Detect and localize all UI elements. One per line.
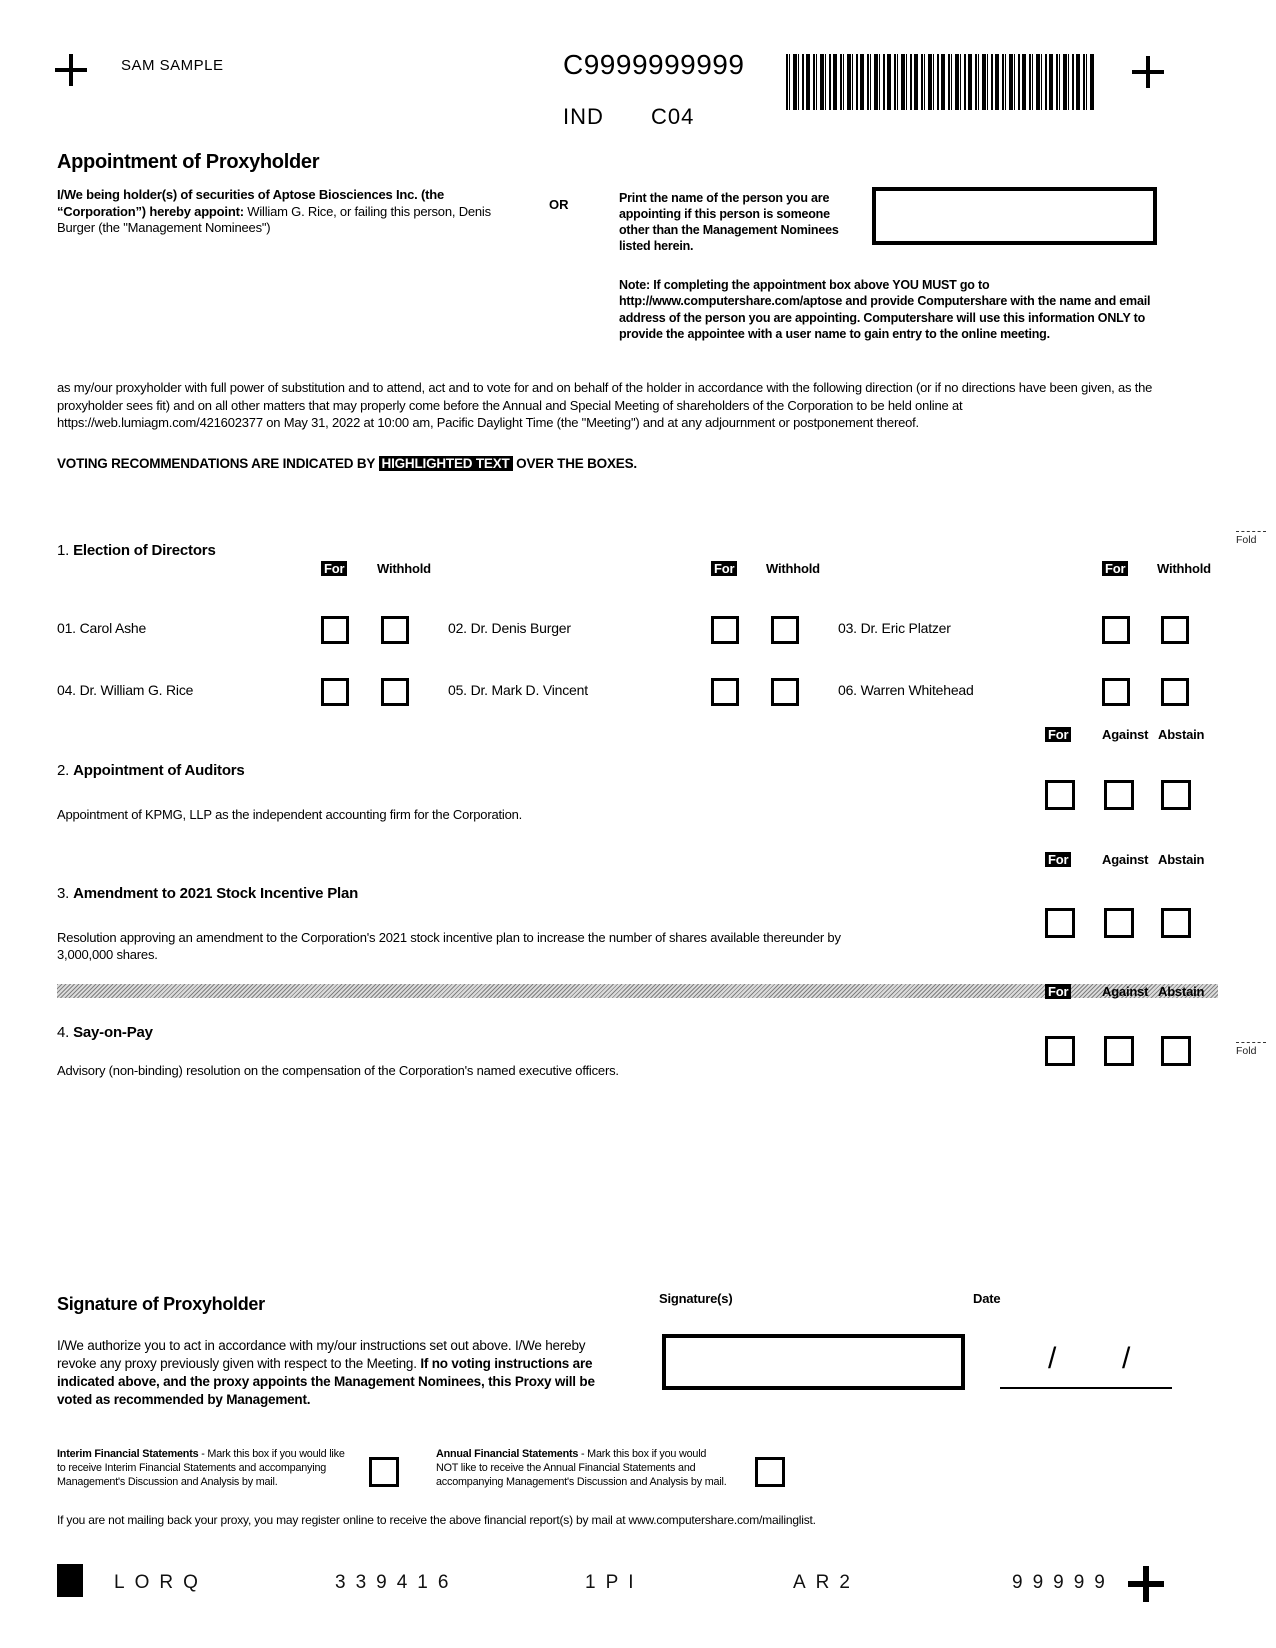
director-04-label: 04. Dr. William G. Rice xyxy=(57,682,194,698)
abstain-header-incentive: Abstain xyxy=(1158,852,1205,867)
online-registration-note: If you are not mailing back your proxy, you may register online to receive the above financial report(s) by mail at www.computershare.com/mailinglist. xyxy=(57,1513,816,1527)
signature-authorization-text xyxy=(57,1337,615,1409)
holder-name: SAM SAMPLE xyxy=(121,57,224,74)
withhold-header-col1: Withhold xyxy=(377,561,431,576)
checkbox-say-on-pay-for[interactable] xyxy=(1045,1036,1075,1066)
director-01-label: 01. Carol Ashe xyxy=(57,620,147,636)
for-header-col1: For xyxy=(321,561,347,576)
interim-statements-bold: Interim Financial Statements xyxy=(57,1448,199,1460)
section-2-description: Appointment of KPMG, LLP as the independent accounting firm for the Corporation. xyxy=(57,807,523,822)
section-3-number: 3. xyxy=(57,885,70,902)
date-slash-2: / xyxy=(1122,1342,1131,1375)
section-1-number: 1. xyxy=(57,542,70,559)
section-3-description: Resolution approving an amendment to the Corporation's 2021 stock incentive plan to increase the number of shares available thereunder by 3,000,000 shares. xyxy=(57,930,841,962)
section-3-title: Amendment to 2021 Stock Incentive Plan xyxy=(73,885,359,902)
signatures-label: Signature(s) xyxy=(659,1291,733,1306)
for-header-col2: For xyxy=(711,561,737,576)
checkbox-director-04-for[interactable] xyxy=(321,678,349,706)
annual-statements-bold: Annual Financial Statements xyxy=(436,1448,579,1460)
date-label: Date xyxy=(973,1291,1001,1306)
crop-mark-bottom-right xyxy=(1128,1566,1164,1602)
interim-statements-text xyxy=(57,1448,350,1489)
section-4-description: Advisory (non-binding) resolution on the compensation of the Corporation's named executive officers. xyxy=(57,1063,619,1078)
section-2-number: 2. xyxy=(57,762,70,779)
date-field[interactable] xyxy=(1000,1334,1172,1389)
appointee-name-box[interactable] xyxy=(872,187,1157,245)
checkbox-director-03-withhold[interactable] xyxy=(1161,616,1189,644)
footer-code-sequence: 339416 xyxy=(335,1572,459,1593)
withhold-header-col2: Withhold xyxy=(766,561,820,576)
section-1-heading xyxy=(57,542,216,559)
intro-nominee-names: William G. Rice, or failing this person, Denis Burger (the "Management Nominees") xyxy=(57,203,491,235)
recommendation-suffix: OVER THE BOXES. xyxy=(516,456,637,471)
checkbox-director-03-for[interactable] xyxy=(1102,616,1130,644)
control-number: C9999999999 xyxy=(563,49,745,80)
section-3-heading xyxy=(57,885,358,902)
checkbox-say-on-pay-abstain[interactable] xyxy=(1161,1036,1191,1066)
checkbox-incentive-abstain[interactable] xyxy=(1161,908,1191,938)
checkbox-incentive-against[interactable] xyxy=(1104,908,1134,938)
footer-code-1pi: 1PI xyxy=(585,1572,644,1593)
checkbox-annual-statements[interactable] xyxy=(755,1457,785,1487)
against-header-say-on-pay: Against xyxy=(1102,984,1149,999)
withhold-header-col3: Withhold xyxy=(1157,561,1211,576)
page-title: Appointment of Proxyholder xyxy=(57,151,320,173)
checkbox-director-06-withhold[interactable] xyxy=(1161,678,1189,706)
annual-statements-rest: - Mark this box if you would NOT like to receive the Annual Financial Statements and accompanying Management's Discussion and Analysis by mail. xyxy=(436,1448,727,1488)
footer-code-99999: 99999 xyxy=(1012,1572,1115,1593)
signature-section-title: Signature of Proxyholder xyxy=(57,1294,265,1314)
intro-bold-text: I/We being holder(s) of securities of Aptose Biosciences Inc. (the “Corporation”) hereby appoint: xyxy=(57,187,444,219)
section-4-number: 4. xyxy=(57,1024,70,1041)
checkbox-director-06-for[interactable] xyxy=(1102,678,1130,706)
footer-code-lorq: LORQ xyxy=(114,1572,208,1593)
date-slash-1: / xyxy=(1048,1342,1057,1375)
section-2-title: Appointment of Auditors xyxy=(73,762,245,779)
checkbox-director-01-withhold[interactable] xyxy=(381,616,409,644)
barcode xyxy=(786,54,1094,110)
checkbox-auditors-abstain[interactable] xyxy=(1161,780,1191,810)
for-header-auditors: For xyxy=(1045,727,1071,742)
checkbox-director-05-withhold[interactable] xyxy=(771,678,799,706)
recommendation-highlight: HIGHLIGHTED TEXT xyxy=(379,456,513,471)
proxyholder-authority-text: as my/our proxyholder with full power of substitution and to attend, act and to vote for and on behalf of the holder in accordance with the following direction (or if no directions have been given, as the proxyholder sees fit) and on all other matters that may properly come before the Annual and Special Meeting of shareholders of the Corporation to be held online at https://web.lumiagm.com/421602377 on May 31, 2022 at 10:00 am, Pacific Daylight Time (the "Meeting") and at any adjournment or postponement thereof. xyxy=(57,380,1153,430)
abstain-header-auditors: Abstain xyxy=(1158,727,1205,742)
director-03-label: 03. Dr. Eric Platzer xyxy=(838,620,951,636)
footer-code-ar2: AR2 xyxy=(793,1572,860,1593)
director-02-label: 02. Dr. Denis Burger xyxy=(448,620,571,636)
signature-box[interactable] xyxy=(662,1334,965,1390)
for-header-incentive: For xyxy=(1045,852,1071,867)
voting-recommendation-line xyxy=(57,456,637,471)
section-4-title: Say-on-Pay xyxy=(73,1024,153,1041)
checkbox-incentive-for[interactable] xyxy=(1045,908,1075,938)
checkbox-director-02-for[interactable] xyxy=(711,616,739,644)
fold-dashes xyxy=(1236,531,1266,532)
annual-statements-text xyxy=(436,1448,729,1489)
recommendation-prefix: VOTING RECOMMENDATIONS ARE INDICATED BY xyxy=(57,456,375,471)
checkbox-director-02-withhold[interactable] xyxy=(771,616,799,644)
fold-dashes xyxy=(1236,1042,1266,1043)
for-header-col3: For xyxy=(1102,561,1128,576)
fold-marker-bottom xyxy=(1236,1042,1270,1057)
fold-label: Fold xyxy=(1236,534,1257,546)
or-label: OR xyxy=(549,197,569,212)
holder-type-code: IND xyxy=(563,104,604,129)
checkbox-director-04-withhold[interactable] xyxy=(381,678,409,706)
interim-statements-rest: - Mark this box if you would like to receive Interim Financial Statements and accompanying Management's Discussion and Analysis by mail. xyxy=(57,1448,345,1488)
separator-stripe xyxy=(57,984,1218,998)
checkbox-say-on-pay-against[interactable] xyxy=(1104,1036,1134,1066)
section-1-title: Election of Directors xyxy=(73,542,216,559)
form-code: C04 xyxy=(651,104,695,129)
fold-label: Fold xyxy=(1236,1045,1257,1057)
print-name-instruction: Print the name of the person you are appointing if this person is someone other than the Management Nominees listed herein. xyxy=(619,191,839,253)
signature-text-regular: I/We authorize you to act in accordance with my/our instructions set out above. I/We hereby revoke any proxy previously given with respect to the Meeting. xyxy=(57,1338,586,1371)
appointment-intro xyxy=(57,187,527,237)
against-header-auditors: Against xyxy=(1102,727,1149,742)
section-2-heading xyxy=(57,762,245,779)
against-header-incentive: Against xyxy=(1102,852,1149,867)
crop-mark-top-left xyxy=(55,54,87,86)
abstain-header-say-on-pay: Abstain xyxy=(1158,984,1205,999)
for-header-say-on-pay: For xyxy=(1045,984,1071,999)
checkbox-interim-statements[interactable] xyxy=(369,1457,399,1487)
checkbox-director-05-for[interactable] xyxy=(711,678,739,706)
checkbox-auditors-against[interactable] xyxy=(1104,780,1134,810)
appointment-note: Note: If completing the appointment box above YOU MUST go to http://www.computershare.com/aptose and provide Computershare with the name and email address of the person you are appointing. Computershare will use this information ONLY to provide the appointee with a user name to gain entry to the online meeting. xyxy=(619,278,1151,341)
director-05-label: 05. Dr. Mark D. Vincent xyxy=(448,682,588,698)
checkbox-director-01-for[interactable] xyxy=(321,616,349,644)
registration-mark-square xyxy=(57,1564,83,1597)
fold-marker-top xyxy=(1236,531,1270,546)
checkbox-auditors-for[interactable] xyxy=(1045,780,1075,810)
section-4-heading xyxy=(57,1024,153,1041)
crop-mark-top-right xyxy=(1132,56,1164,88)
director-06-label: 06. Warren Whitehead xyxy=(838,682,974,698)
signature-text-bold: If no voting instructions are indicated above, and the proxy appoints the Management Nominees, this Proxy will be voted as recommended by Management. xyxy=(57,1356,595,1407)
